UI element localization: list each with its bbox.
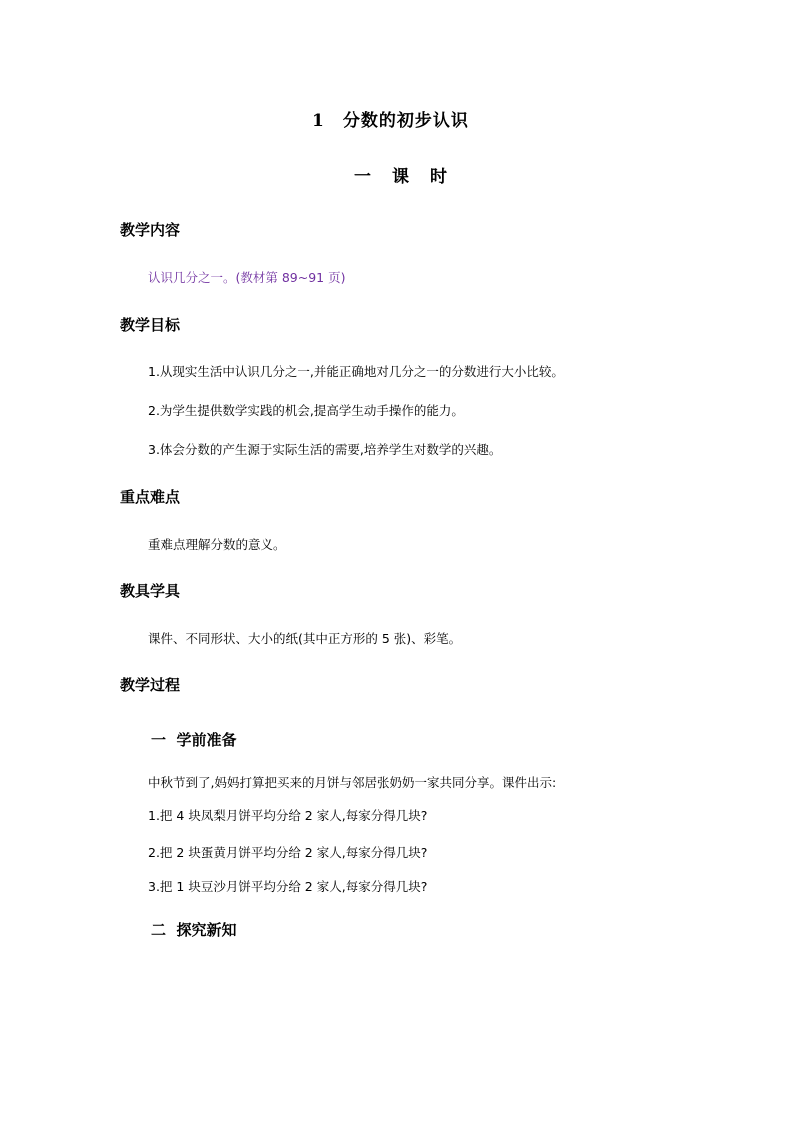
- process-part1-heading: 一 学前准备: [151, 731, 237, 749]
- process-question: 3.把 1 块豆沙月饼平均分给 2 家人,每家分得几块?: [148, 879, 428, 894]
- section-heading-materials: 教具学具: [120, 582, 181, 600]
- section-heading-process: 教学过程: [120, 676, 181, 694]
- goal-item: 3.体会分数的产生源于实际生活的需要,培养学生对数学的兴趣。: [148, 442, 502, 457]
- goal-item: 2.为学生提供数学实践的机会,提高学生动手操作的能力。: [148, 403, 464, 418]
- process-part1-intro: 中秋节到了,妈妈打算把买来的月饼与邻居张奶奶一家共同分享。课件出示:: [148, 775, 557, 790]
- key-points-text: 重难点理解分数的意义。: [148, 537, 286, 552]
- materials-text: 课件、不同形状、大小的纸(其中正方形的 5 张)、彩笔。: [148, 631, 462, 646]
- section-heading-key-points: 重点难点: [120, 488, 181, 506]
- goal-item: 1.从现实生活中认识几分之一,并能正确地对几分之一的分数进行大小比较。: [148, 364, 564, 379]
- process-part2-heading: 二 探究新知: [151, 921, 237, 939]
- content-text: 认识几分之一。(教材第 89~91 页): [148, 270, 346, 285]
- section-heading-content: 教学内容: [120, 221, 181, 239]
- process-question: 2.把 2 块蛋黄月饼平均分给 2 家人,每家分得几块?: [148, 845, 428, 860]
- document-title: 1 分数的初步认识: [312, 111, 469, 131]
- process-question: 1.把 4 块凤梨月饼平均分给 2 家人,每家分得几块?: [148, 808, 428, 823]
- lesson-label: 一 课 时: [354, 167, 449, 187]
- section-heading-goals: 教学目标: [120, 316, 181, 334]
